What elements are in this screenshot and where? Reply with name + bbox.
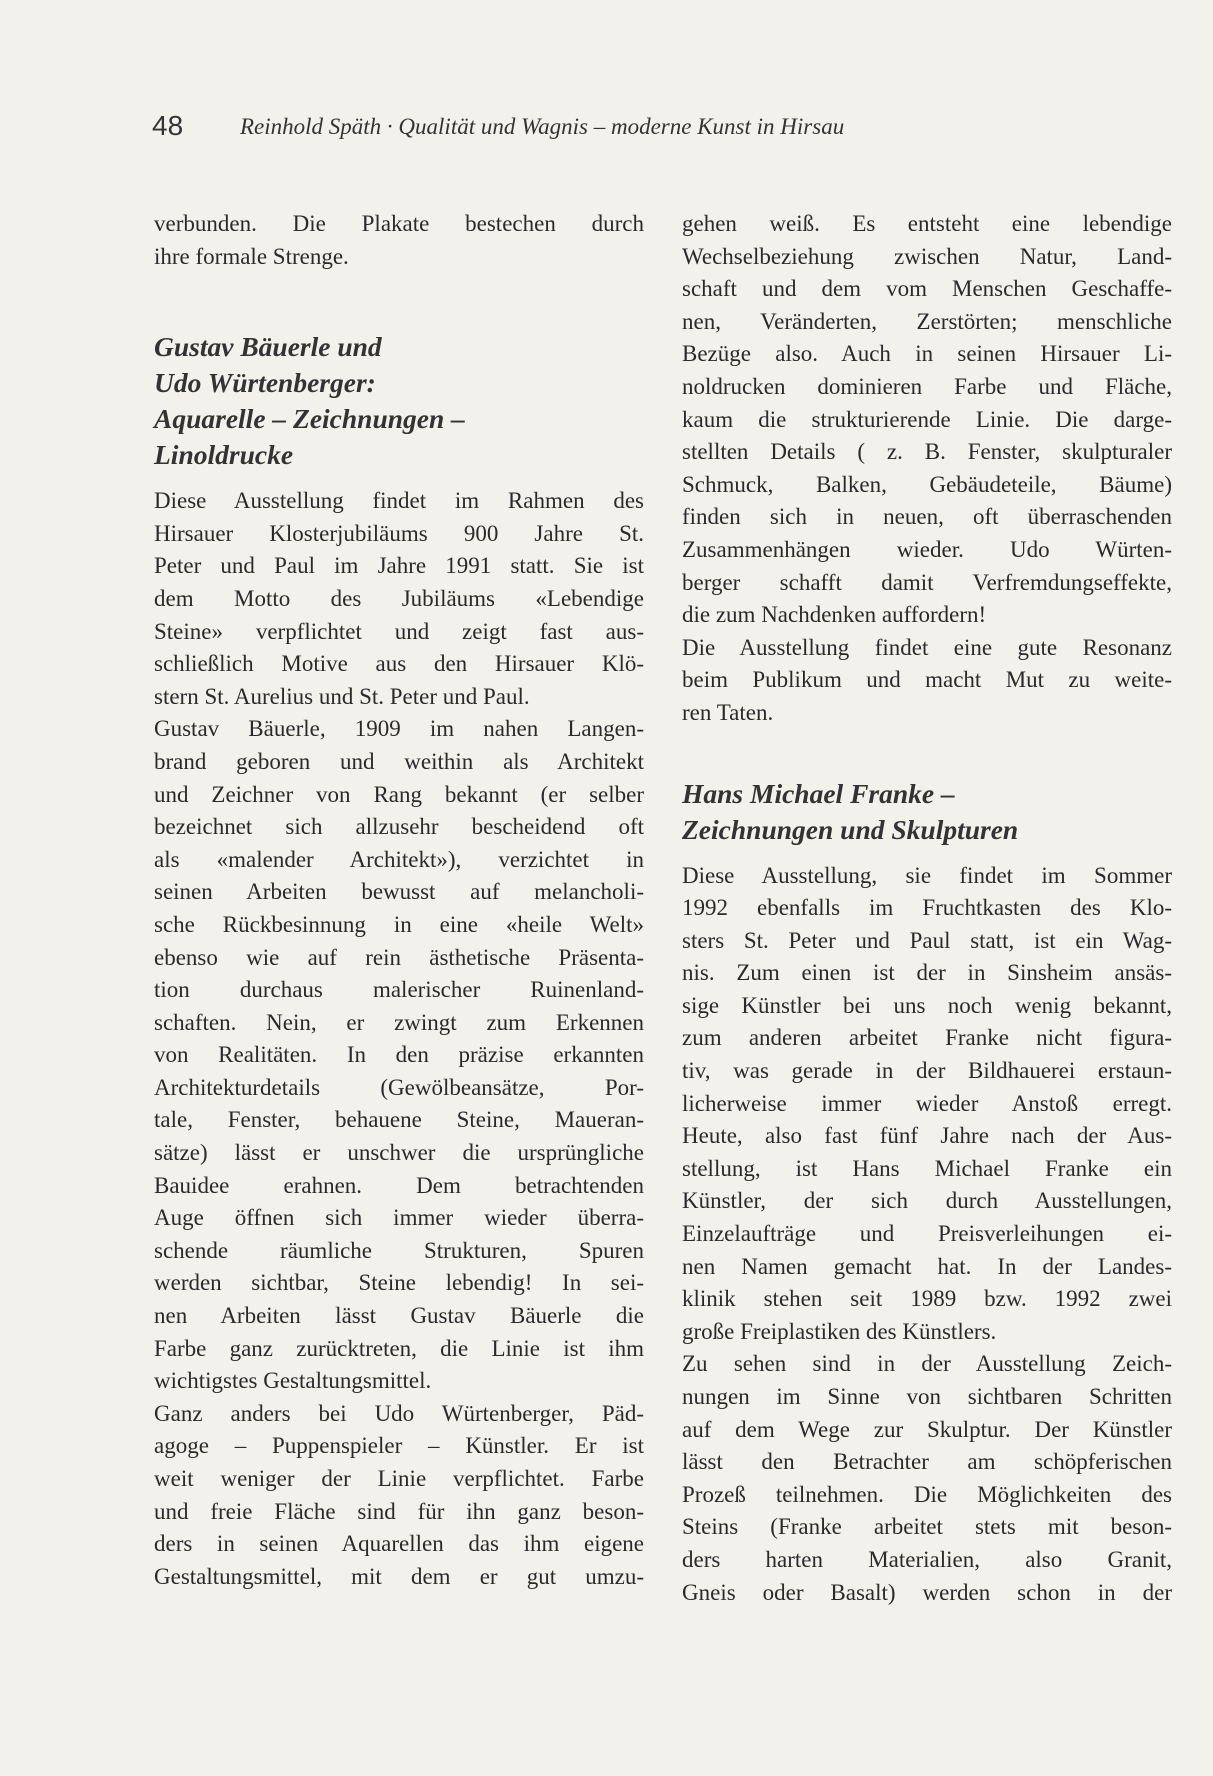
- text-line: stellten Details ( z. B. Fenster, skulpturaler: [682, 439, 1172, 465]
- text-line: nen Namen gemacht hat. In der Landes-: [682, 1253, 1172, 1279]
- paragraph: [682, 208, 1172, 632]
- heading-line: Aquarelle – Zeichnungen –: [154, 403, 465, 435]
- text-line: Gneis oder Basalt) werden schon in der: [682, 1579, 1172, 1605]
- text-line: ebenso wie auf rein ästhetische Präsenta-: [154, 944, 644, 970]
- text-line: Die Ausstellung findet eine gute Resonanz: [682, 634, 1172, 660]
- page-number: 48: [152, 110, 184, 141]
- text-line: Heute, also fast fünf Jahre nach der Aus-: [682, 1123, 1172, 1149]
- text-line: Künstler, der sich durch Ausstellungen,: [682, 1188, 1172, 1214]
- text-line: Diese Ausstellung findet im Rahmen des: [154, 488, 644, 514]
- heading-line: Udo Würtenberger:: [154, 367, 376, 399]
- text-line: nungen im Sinne von sichtbaren Schritten: [682, 1384, 1172, 1409]
- text-line: ders harten Materialien, also Granit,: [682, 1546, 1172, 1572]
- text-line: zum anderen arbeitet Franke nicht figura-: [682, 1025, 1172, 1051]
- paragraph: [682, 1348, 1172, 1609]
- text-line: von Realitäten. In den präzise erkannten: [154, 1042, 644, 1068]
- page-header: [152, 110, 972, 150]
- heading-line: Zeichnungen und Skulpturen: [682, 813, 1019, 845]
- text-line: lässt den Betrachter am schöpferischen: [682, 1449, 1172, 1475]
- text-line: 1992 ebenfalls im Fruchtkasten des Klo-: [682, 895, 1172, 921]
- text-line: sige Künstler bei uns noch wenig bekannt,: [682, 992, 1172, 1018]
- text-line: Peter und Paul im Jahre 1991 statt. Sie ist: [154, 553, 644, 579]
- paragraph: [682, 860, 1172, 1349]
- text-line: verbunden. Die Plakate bestechen durch: [154, 211, 644, 236]
- text-line: sters St. Peter und Paul statt, ist ein Wag-: [682, 927, 1172, 953]
- text-line: Farbe ganz zurücktreten, die Linie ist ihm: [154, 1335, 644, 1361]
- text-line: weit weniger der Linie verpflichtet. Farbe: [154, 1466, 644, 1491]
- text-line: tale, Fenster, behauene Steine, Maueran-: [154, 1107, 644, 1133]
- text-line: dem Motto des Jubiläums «Lebendige: [154, 585, 644, 611]
- text-line: Bezüge also. Auch in seinen Hirsauer Li-: [682, 341, 1172, 367]
- text-line: kaum die strukturierende Linie. Die darge-: [682, 406, 1172, 432]
- text-line: beim Publikum und macht Mut zu weite-: [682, 667, 1172, 693]
- text-line: wichtigstes Gestaltungsmittel.: [154, 1368, 432, 1394]
- text-line: als «malender Architekt»), verzichtet in: [154, 846, 644, 872]
- heading-line: Linoldrucke: [154, 439, 294, 471]
- text-line: Zu sehen sind in der Ausstellung Zeich-: [682, 1351, 1172, 1377]
- text-line: Zusammenhängen wieder. Udo Würten-: [682, 536, 1172, 562]
- text-line: bezeichnet sich allzusehr bescheidend oft: [154, 814, 644, 840]
- text-line: Prozeß teilnehmen. Die Möglichkeiten des: [682, 1481, 1172, 1507]
- text-line: gehen weiß. Es entsteht eine lebendige: [682, 211, 1172, 236]
- text-line: schaften. Nein, er zwingt zum Erkennen: [154, 1009, 644, 1035]
- text-line: und Zeichner von Rang bekannt (er selber: [154, 781, 644, 807]
- text-line: Auge öffnen sich immer wieder überra-: [154, 1205, 644, 1231]
- paragraph: [154, 485, 644, 713]
- text-line: die zum Nachdenken auffordern!: [682, 602, 987, 628]
- text-line: nen Arbeiten lässt Gustav Bäuerle die: [154, 1303, 644, 1329]
- text-line: Einzelaufträge und Preisverleihungen ei-: [682, 1221, 1172, 1247]
- left-column: [154, 208, 644, 1593]
- text-line: nen, Veränderten, Zerstörten; menschliche: [682, 308, 1172, 334]
- text-line: nis. Zum einen ist der in Sinsheim ansäs-: [682, 960, 1172, 986]
- text-line: Diese Ausstellung, sie findet im Sommer: [682, 862, 1172, 888]
- text-line: und freie Fläche sind für ihn ganz beson-: [154, 1498, 644, 1524]
- text-line: klinik stehen seit 1989 bzw. 1992 zwei: [682, 1286, 1172, 1312]
- text-line: schaft und dem vom Menschen Geschaffe-: [682, 276, 1172, 302]
- paragraph: [154, 1398, 644, 1594]
- text-line: ders in seinen Aquarellen das ihm eigene: [154, 1531, 644, 1557]
- heading-line: Hans Michael Franke –: [682, 777, 955, 809]
- text-line: tion durchaus malerischer Ruinenland-: [154, 977, 644, 1003]
- text-line: Steine» verpflichtet und zeigt fast aus-: [154, 618, 644, 644]
- text-line: große Freiplastiken des Künstlers.: [682, 1318, 997, 1344]
- text-line: Wechselbeziehung zwischen Natur, Land-: [682, 243, 1172, 269]
- text-line: ihre formale Strenge.: [154, 243, 349, 269]
- text-line: finden sich in neuen, oft überraschenden: [682, 504, 1172, 530]
- text-line: Steins (Franke arbeitet stets mit beson-: [682, 1514, 1172, 1540]
- text-line: berger schafft damit Verfremdungseffekte,: [682, 569, 1172, 595]
- text-line: schließlich Motive aus den Hirsauer Klö-: [154, 651, 644, 677]
- section-heading-baeuerle: [154, 329, 644, 473]
- text-line: Schmuck, Balken, Gebäudeteile, Bäume): [682, 471, 1172, 497]
- text-line: stern St. Aurelius und St. Peter und Paul.: [154, 683, 530, 709]
- paragraph: [154, 713, 644, 1397]
- text-line: werden sichtbar, Steine lebendig! In sei-: [154, 1270, 644, 1296]
- text-line: seinen Arbeiten bewusst auf melancholi-: [154, 879, 644, 905]
- text-line: licherweise immer wieder Anstoß erregt.: [682, 1090, 1172, 1116]
- text-line: Gestaltungsmittel, mit dem er gut umzu-: [154, 1563, 644, 1589]
- text-line: Gustav Bäuerle, 1909 im nahen Langen-: [154, 716, 644, 742]
- text-line: agoge – Puppenspieler – Künstler. Er ist: [154, 1433, 644, 1459]
- text-line: Bauidee erahnen. Dem betrachtenden: [154, 1172, 644, 1198]
- text-line: schende räumliche Strukturen, Spuren: [154, 1237, 644, 1263]
- text-line: sche Rückbesinnung in eine «heile Welt»: [154, 911, 644, 937]
- paragraph: [682, 632, 1172, 730]
- text-line: Hirsauer Klosterjubiläums 900 Jahre St.: [154, 520, 644, 546]
- text-line: stellung, ist Hans Michael Franke ein: [682, 1155, 1172, 1181]
- text-line: ren Taten.: [682, 699, 774, 725]
- text-line: Ganz anders bei Udo Würtenberger, Päd-: [154, 1400, 644, 1426]
- text-line: Architekturdetails (Gewölbeansätze, Por-: [154, 1074, 644, 1100]
- text-line: tiv, was gerade in der Bildhauerei erstaun-: [682, 1058, 1172, 1084]
- text-line: noldrucken dominieren Farbe und Fläche,: [682, 373, 1172, 399]
- intro-paragraph: [154, 208, 644, 273]
- text-line: brand geboren und weithin als Architekt: [154, 748, 644, 774]
- text-line: auf dem Wege zur Skulptur. Der Künstler: [682, 1416, 1172, 1442]
- running-title: Reinhold Späth · Qualität und Wagnis – moderne Kunst in Hirsau: [240, 114, 845, 139]
- right-column: [682, 208, 1172, 1609]
- section-heading-franke: [682, 776, 1172, 848]
- heading-line: Gustav Bäuerle und: [154, 331, 382, 363]
- text-line: sätze) lässt er unschwer die ursprüngliche: [154, 1140, 644, 1166]
